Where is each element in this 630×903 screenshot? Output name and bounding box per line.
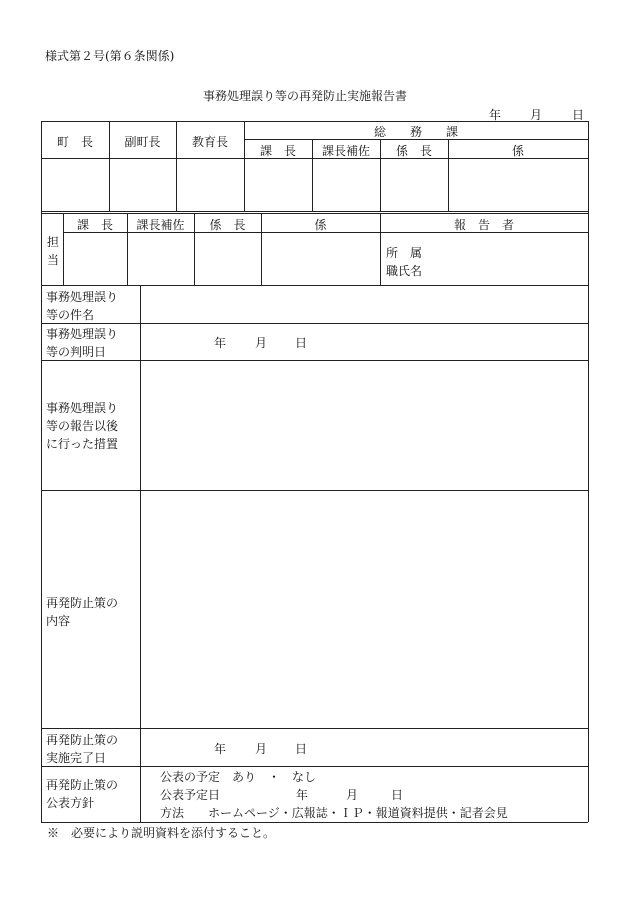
publication-date-month: 月 [346, 788, 359, 802]
publication-label-2: 公表方針 [46, 796, 95, 810]
form-number: 様式第２号(第６条関係) [45, 49, 175, 63]
completion-date-label-1: 再発防止策の [46, 733, 119, 747]
publication-date-label: 公表予定日 [160, 788, 221, 802]
tanto-label-2: 当 [47, 253, 60, 267]
discovery-date-label-1: 事務処理誤り [46, 327, 119, 341]
mayor-label: 町 長 [56, 135, 93, 149]
reporter-label: 報 告 者 [453, 218, 514, 232]
discovery-date-month: 月 [255, 336, 268, 350]
tanto-staff-label: 係 [314, 218, 327, 232]
discovery-date-label-2: 等の判明日 [46, 345, 107, 359]
dept-staff-label: 係 [511, 144, 524, 158]
dept-section-chief-label: 課 長 [259, 144, 296, 158]
completion-date-year: 年 [214, 742, 227, 756]
header-date-year: 年 [489, 108, 502, 122]
discovery-date-year: 年 [214, 336, 227, 350]
completion-date-day: 日 [295, 742, 308, 756]
publication-label-1: 再発防止策の [46, 778, 119, 792]
header-date-month: 月 [530, 108, 543, 122]
dept-deputy-chief-label: 課長補佐 [321, 144, 370, 158]
measures-label-1: 事務処理誤り [46, 401, 119, 415]
publication-date-year: 年 [296, 788, 309, 802]
document-title: 事務処理誤り等の再発防止実施報告書 [203, 89, 408, 103]
prevention-label-2: 内容 [46, 614, 71, 628]
tanto-section-chief-label: 課 長 [76, 218, 113, 232]
affiliation-label: 所 属 [386, 246, 423, 260]
dept-subsection-chief-label: 係 長 [395, 144, 432, 158]
measures-label-2: 等の報告以後 [46, 419, 119, 433]
tanto-deputy-chief-label: 課長補佐 [136, 218, 185, 232]
tanto-label-1: 担 [47, 235, 60, 249]
case-name-label-1: 事務処理誤り [46, 290, 119, 304]
tanto-subsection-chief-label: 係 長 [209, 218, 246, 232]
footnote: ※ 必要により説明資料を添付すること。 [47, 826, 276, 840]
publication-plan: 公表の予定 あり ・ なし [160, 770, 317, 784]
prevention-label-1: 再発防止策の [46, 596, 119, 610]
publication-method: 方法 ホームページ・広報誌・ＩＰ・報道資料提供・記者会見 [160, 806, 508, 820]
case-name-label-2: 等の件名 [46, 308, 95, 322]
measures-label-3: に行った措置 [46, 437, 119, 451]
completion-date-month: 月 [255, 742, 268, 756]
deputy-mayor-label: 副町長 [124, 135, 161, 149]
superintendent-label: 教育長 [191, 135, 228, 149]
discovery-date-day: 日 [295, 336, 308, 350]
department-label: 総 務 課 [373, 125, 458, 139]
name-title-label: 職氏名 [386, 264, 423, 278]
publication-date-day: 日 [391, 788, 404, 802]
header-date-day: 日 [572, 108, 585, 122]
completion-date-label-2: 実施完了日 [46, 751, 107, 765]
